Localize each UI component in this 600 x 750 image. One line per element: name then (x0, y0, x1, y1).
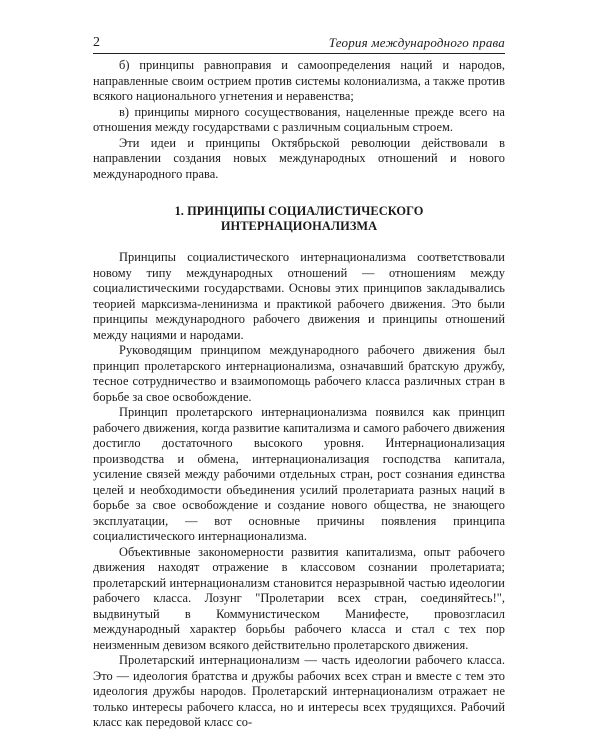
list-item-b: б) принципы равноправия и самоопределения наций и народов, направленные своим острием против системы колониализма, а также против всякого национального угнетения и неравенства; (93, 58, 505, 103)
page-number: 2 (93, 35, 100, 50)
paragraph: Принципы социалистического интернационализма соответствовали новому типу международных отношений — отношениям между социалистическими государствами. Основы этих принципов закладывались теорией марксизма-ленинизма и практикой рабочего движения. Это были принципы международного рабочего движения и принципы отношений между нациями и народами. (93, 250, 505, 342)
running-title: Теория международного права (328, 35, 505, 50)
paragraph: Объективные закономерности развития капитализма, опыт рабочего движения находят отражение в классовом сознании пролетариата; пролетарский интернационализм становится неразрывной частью идеологии рабочего класса. Лозунг "Пролетарии всех стран, соединяйтесь!", выдвинутый в Коммунистическом Манифесте, провозгласил международный характер борьбы рабочего класса и стал с тех пор неизменным девизом всякого действительно пролетарского движения. (93, 544, 505, 652)
section-body (93, 250, 505, 731)
header-rule (93, 53, 505, 54)
paragraph: Пролетарский интернационализм — часть идеологии рабочего класса. Это — идеология братства и дружбы рабочих всех стран и вместе с тем это идеология дружбы народов. Пролетарский интернационализм отражает не только интересы рабочего класса, но и интересы всех трудящихся. Рабочий класс как передовой класс со- (93, 653, 505, 729)
intro-closing-paragraph: Эти идеи и принципы Октябрьской революции действовали в направлении создания новых международных отношений и нового международного права. (93, 135, 505, 181)
list-item-v: в) принципы мирного сосуществования, нацеленные прежде всего на отношения между государствами с различным социальным строем. (93, 104, 505, 134)
body-text (93, 58, 505, 731)
paragraph: Принцип пролетарского интернационализма появился как принцип рабочего движения, когда развитие капитализма и самого рабочего движения достигло достаточного высокого уровня. Интернационализация производства и обмена, интернационализация господства капитала, усиление связей между рабочими отдельных стран, рост сознания единства целей и необходимости объединения усилий пролетариата разных наций в борьбе за свое освобождение и создание нового общества, не знающего эксплуатации, — вот основные причины появления принципа социалистического интернационализма. (93, 405, 505, 543)
section-heading-line-2: ИНТЕРНАЦИОНАЛИЗМА (220, 219, 378, 233)
running-head (93, 35, 505, 55)
paragraph: Руководящим принципом международного рабочего движения был принцип пролетарского интернационализма, означавший братскую дружбу, тесное сотрудничество и взаимопомощь рабочего класса различных стран в борьбе за свое освобождение. (93, 343, 505, 404)
section-heading (93, 204, 505, 234)
section-heading-line-1: 1. ПРИНЦИПЫ СОЦИАЛИСТИЧЕСКОГО (174, 204, 424, 218)
